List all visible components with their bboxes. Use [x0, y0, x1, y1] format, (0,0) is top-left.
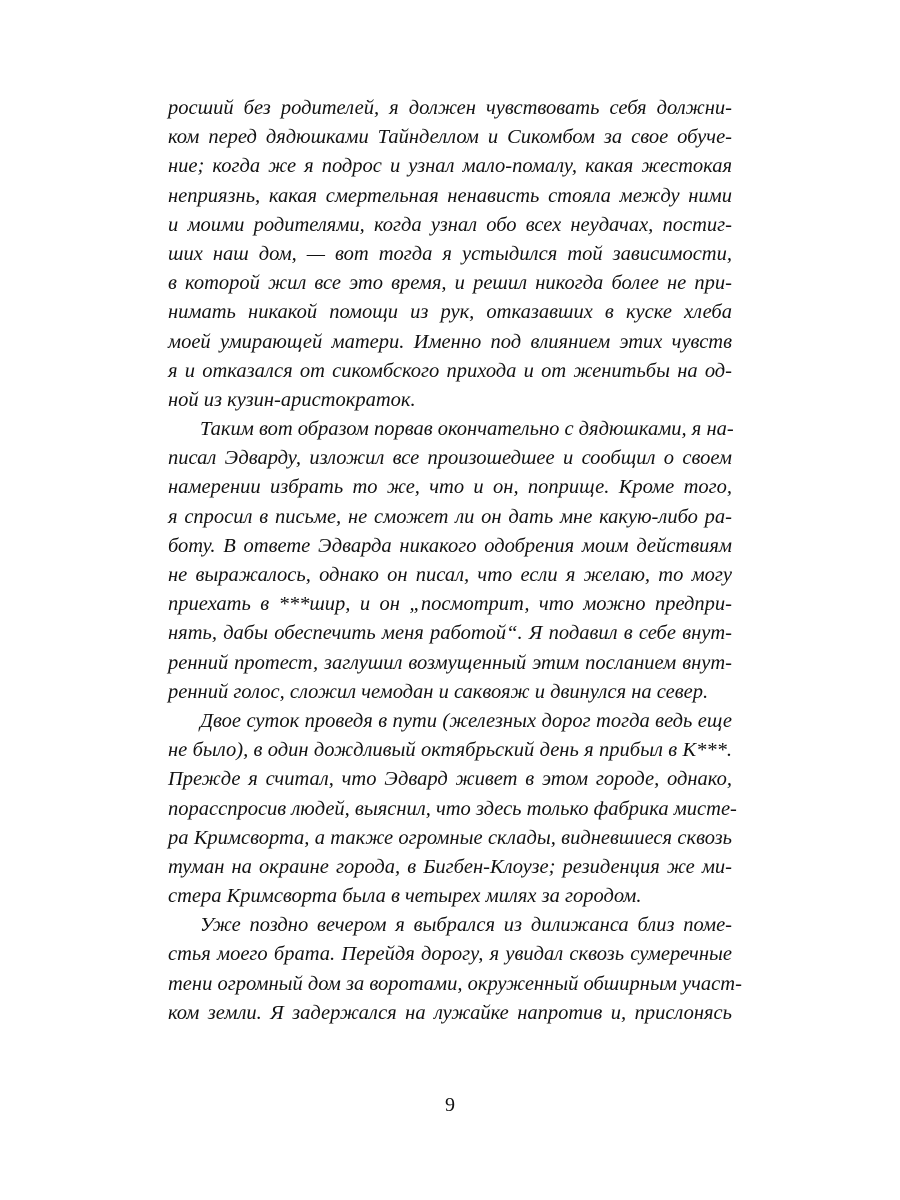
text-line: нимать никакой помощи из рук, отказавших в куске хлеба: [168, 301, 732, 324]
text-line: Прежде я считал, что Эдвард живет в этом городе, однако,: [168, 768, 732, 791]
text-line: ной из кузин-аристократок.: [168, 388, 416, 411]
text-line: туман на окраине города, в Бигбен-Клоузе; резиденция же ми-: [168, 855, 732, 878]
text-line: ние; когда же я подрос и узнал мало-помалу, какая жестокая: [168, 155, 732, 178]
text-line: боту. В ответе Эдварда никакого одобрения моим действиям: [168, 534, 732, 557]
text-line: ком перед дядюшками Тайнделлом и Сикомбом за свое обуче-: [168, 126, 732, 149]
text-line: ших наш дом, — вот тогда я устыдился той зависимости,: [168, 242, 732, 265]
text-line: Уже поздно вечером я выбрался из дилижанса близ поме-: [200, 914, 732, 937]
text-line: нять, дабы обеспечить меня работой“. Я подавил в себе внут-: [168, 622, 732, 645]
page-number: 9: [445, 1094, 455, 1116]
text-line: росший без родителей, я должен чувствовать себя должни-: [168, 97, 732, 119]
text-line: и моими родителями, когда узнал обо всех неудачах, постиг-: [168, 213, 732, 236]
text-line: Таким вот образом порвав окончательно с дядюшками, я на-: [200, 418, 734, 441]
text-line: в которой жил все это время, и решил никогда более не при-: [168, 272, 732, 295]
paragraph-3: [168, 707, 737, 911]
text-line: неприязнь, какая смертельная ненависть стояла между ними: [168, 184, 732, 207]
text-line: намерении избрать то же, что и он, поприще. Кроме того,: [168, 476, 732, 499]
text-line: тени огромный дом за воротами, окруженный обширным участ-: [168, 972, 742, 995]
paragraph-1: [168, 94, 732, 415]
text-line: стера Кримсворта была в четырех милях за городом.: [168, 885, 642, 908]
text-line: Двое суток проведя в пути (железных дорог тогда ведь еще: [200, 709, 732, 732]
body-text: [168, 94, 742, 1028]
text-line: ренний протест, заглушил возмущенный этим посланием внут-: [168, 651, 732, 674]
paragraph-2: [168, 415, 732, 707]
text-line: я спросил в письме, не сможет ли он дать мне какую-либо ра-: [168, 505, 732, 528]
paragraph-4: [168, 911, 742, 1028]
text-line: я и отказался от сикомбского прихода и от женитьбы на од-: [168, 359, 732, 382]
text-line: ком земли. Я задержался на лужайке напротив и, прислонясь: [168, 1001, 732, 1024]
text-line: ренний голос, сложил чемодан и саквояж и двинулся на север.: [168, 680, 709, 703]
text-line: ра Кримсворта, а также огромные склады, видневшиеся сквозь: [168, 826, 732, 849]
text-line: не было), в один дождливый октябрьский день я прибыл в К***.: [168, 739, 732, 762]
text-line: моей умирающей матери. Именно под влиянием этих чувств: [168, 330, 732, 353]
text-line: не выражалось, однако он писал, что если я желаю, то могу: [168, 564, 732, 586]
text-line: приехать в ***шир, и он „посмотрит, что можно предпри-: [168, 593, 732, 616]
text-line: порасспросив людей, выяснил, что здесь только фабрика мисте-: [168, 797, 737, 820]
text-line: писал Эдварду, изложил все произошедшее и сообщил о своем: [168, 447, 732, 470]
text-line: стья моего брата. Перейдя дорогу, я увидал сквозь сумеречные: [168, 943, 732, 966]
